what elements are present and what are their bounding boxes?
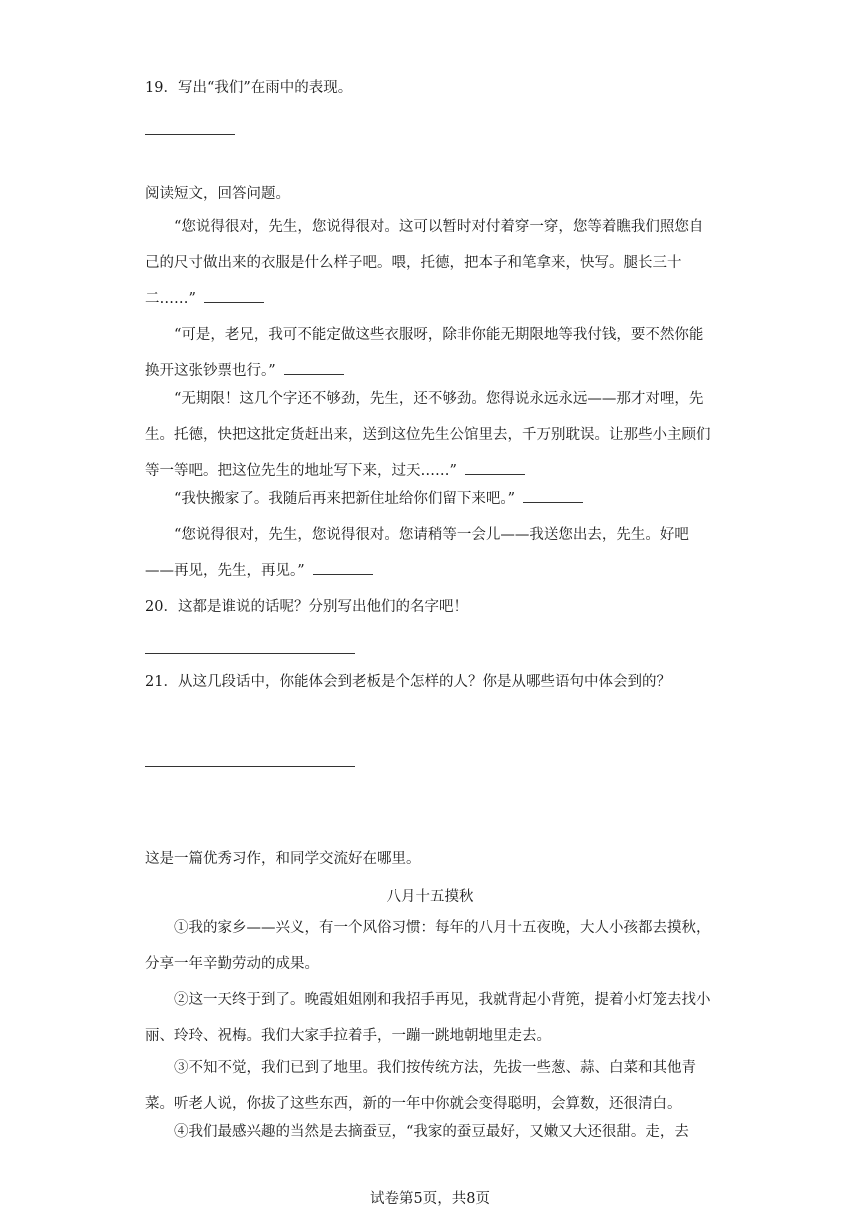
- page-footer: 试卷第5页，共8页: [370, 1191, 490, 1207]
- blank-4[interactable]: [523, 501, 583, 503]
- essay-paragraph-1: ①我的家乡——兴义，有一个风俗习惯：每年的八月十五夜晚，大人小孩都去摸秋，分享一年辛勤劳动的成果。: [145, 920, 711, 972]
- reading-instruction: 阅读短文，回答问题。: [145, 186, 290, 202]
- dialogue-paragraph-1: “您说得很对，先生，您说得很对。这可以暂时对付着穿一穿，您等着瞧我们照您自己的尺寸做出来的衣服是什么样子吧。喂，托德，把本子和笔拿来，快写。腿长三十二……”: [145, 219, 704, 307]
- dialogue-paragraph-2: “可是，老兄，我可不能定做这些衣服呀，除非你能无期限地等我付钱，要不然你能换开这张钞票也行。”: [145, 327, 704, 379]
- essay-paragraph-2: ②这一天终于到了。晚霞姐姐刚和我招手再见，我就背起小背篼，提着小灯笼去找小丽、玲玲、祝梅。我们大家手拉着手，一蹦一跳地朝地里走去。: [145, 992, 711, 1044]
- blank-2[interactable]: [284, 373, 344, 375]
- blank-1[interactable]: [204, 301, 264, 303]
- essay-title: 八月十五摸秋: [386, 889, 474, 905]
- dialogue-paragraph-4: “我快搬家了。我随后再来把新住址给你们留下来吧。”: [145, 481, 717, 517]
- blank-5[interactable]: [313, 573, 373, 575]
- answer-line-21[interactable]: [145, 766, 355, 767]
- dialogue-paragraph-5: “您说得很对，先生，您说得很对。您请稍等一会儿——我送您出去，先生。好吧——再见，先生，再见。”: [145, 527, 689, 579]
- essay-instruction: 这是一篇优秀习作，和同学交流好在哪里。: [145, 851, 421, 867]
- answer-line-20[interactable]: [145, 653, 355, 654]
- question-19: 19．写出“我们”在雨中的表现。: [145, 80, 353, 96]
- essay-paragraph-3: ③不知不觉，我们已到了地里。我们按传统方法，先拔一些葱、蒜、白菜和其他青菜。听老人说，你拔了这些东西，新的一年中你就会变得聪明，会算数，还很清白。: [145, 1060, 696, 1112]
- essay-paragraph-4: ④我们最感兴趣的当然是去摘蚕豆，“我家的蚕豆最好，又嫩又大还很甜。走，去: [174, 1124, 689, 1140]
- question-21: 21．从这几段话中，你能体会到老板是个怎样的人？你是从哪些语句中体会到的？: [145, 674, 671, 690]
- blank-3[interactable]: [465, 473, 525, 475]
- dialogue-paragraph-3: “无期限！这几个字还不够劲，先生，还不够劲。您得说永远永远——那才对哩，先生。托德，快把这批定货赶出来，送到这位先生公馆里去，千万别耽误。让那些小主顾们等一等吧。把这位先生的地址写下来，过天……”: [145, 391, 711, 479]
- answer-line-19[interactable]: [145, 134, 235, 135]
- question-20: 20．这都是谁说的话呢？分别写出他们的名字吧！: [145, 599, 468, 615]
